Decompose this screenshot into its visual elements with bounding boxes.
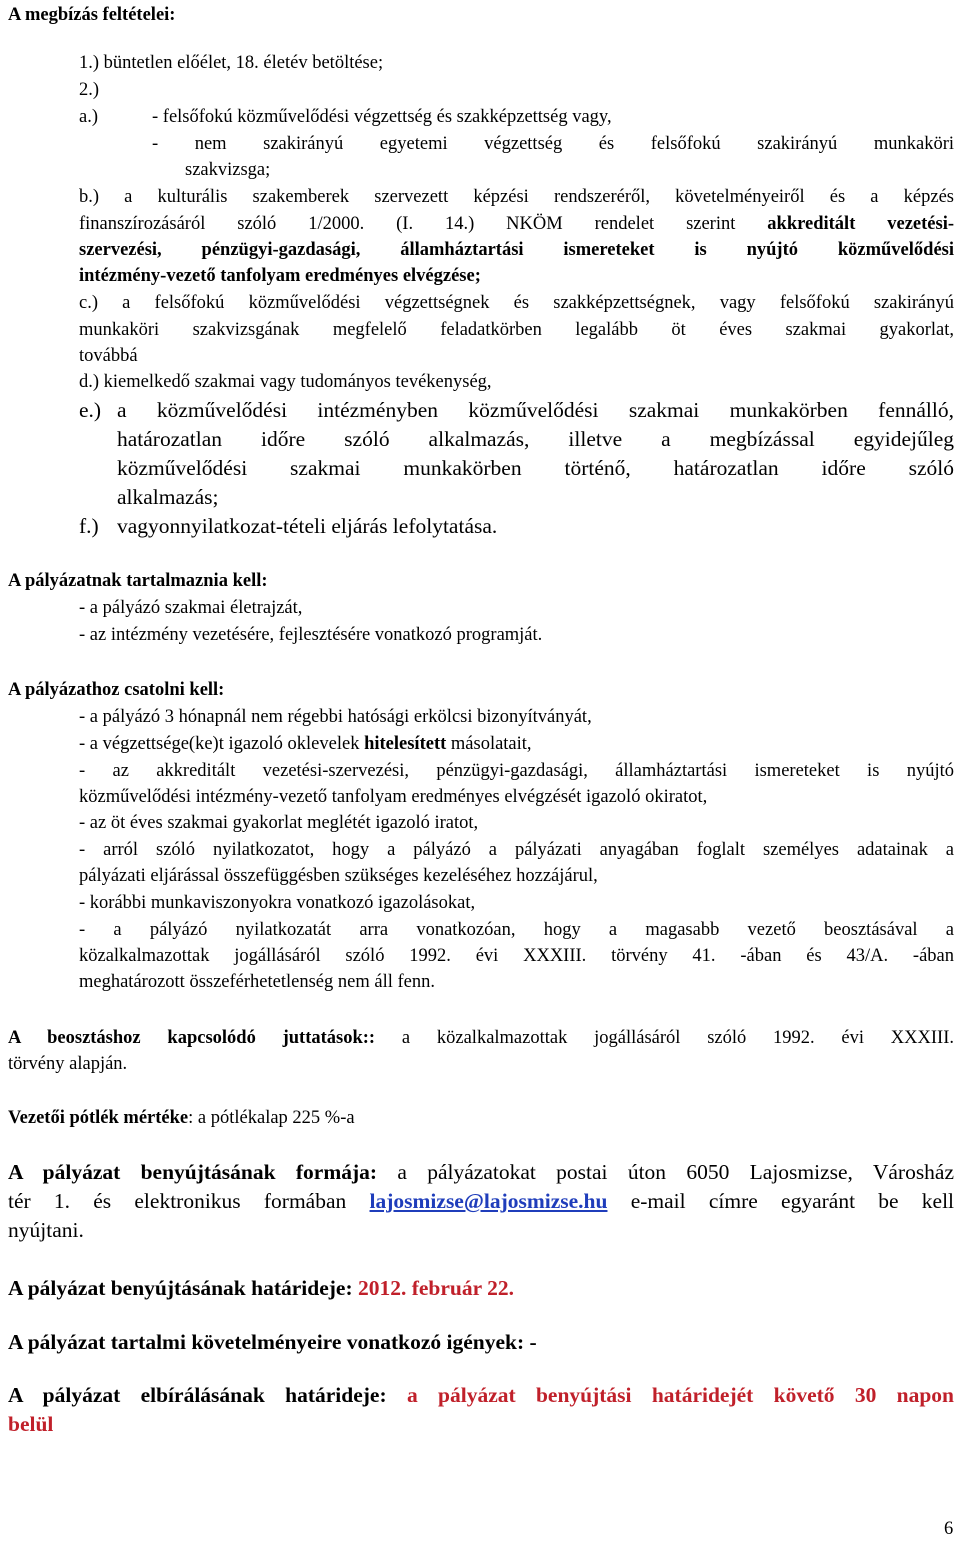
evaluation-label: A pályázat elbírálásának határideje: <box>8 1383 387 1407</box>
benefits-label: A beosztáshoz kapcsolódó juttatások:: <box>8 1028 376 1048</box>
submission-form-text: a pályázatokat postai úton 6050 Lajosmizse, Városház <box>397 1160 955 1184</box>
attachments-line-11: meghatározott összeférhetetlenség nem áll fenn. <box>79 972 435 992</box>
condition-c-line-1: c.) a felsőfokú közművelődési végzettségnek és szakképzettségnek, vagy felsőfokú szakirányú <box>79 293 954 313</box>
attachments-line-2 <box>79 731 532 757</box>
condition-b-line-2 <box>79 211 954 237</box>
condition-item-2: 2.) <box>79 80 100 100</box>
attachments-line-1: - a pályázó 3 hónapnál nem régebbi hatósági erkölcsi bizonyítványát, <box>79 707 592 727</box>
benefits-line-2: törvény alapján. <box>8 1054 128 1074</box>
attachments-line-3: - az akkreditált vezetési-szervezési, pénzügyi-gazdasági, államháztartási ismereteket is nyújtó <box>79 761 954 781</box>
condition-e-label: e.) <box>79 398 102 422</box>
evaluation-line-2: belül <box>8 1412 54 1436</box>
condition-item-1: 1.) büntetlen előélet, 18. életév betöltése; <box>79 53 384 73</box>
condition-d-line-1: d.) kiemelkedő szakmai vagy tudományos tevékenység, <box>79 372 492 392</box>
requirements-value: - <box>529 1330 537 1354</box>
attachments-line-9: - a pályázó nyilatkozatát arra vonatkozóan, hogy a magasabb vezető beosztásával a <box>79 920 954 940</box>
deadline-label: A pályázat benyújtásának határideje: <box>8 1276 353 1300</box>
attachments-line-2-text: - a végzettsége(ke)t igazoló oklevelek <box>79 734 360 754</box>
email-link[interactable]: lajosmizse@lajosmizse.hu <box>369 1189 608 1213</box>
evaluation-value: a pályázat benyújtási határidejét követő 30 napon <box>406 1383 955 1407</box>
condition-f-line-1: vagyonnyilatkozat-tételi eljárás lefolytatása. <box>117 514 498 538</box>
condition-a-label: a.) <box>79 107 98 127</box>
attachments-line-7: pályázati eljárással összefüggésben szükséges kezeléséhez hozzájárul, <box>79 866 598 886</box>
allowance-value: : a pótlékalap 225 %-a <box>188 1108 355 1128</box>
attachments-line-2-bold: hitelesített <box>364 734 447 754</box>
attachments-line-4: közművelődési intézmény-vezető tanfolyam eredményes elvégzését igazoló okiratot, <box>79 787 708 807</box>
condition-b-line-2-text: finanszírozásáról szóló 1/2000. (I. 14.) NKÖM rendelet szerint <box>79 214 736 234</box>
requirements-label: A pályázat tartalmi követelményeire vonatkozó igények: <box>8 1330 525 1354</box>
condition-a-line-1: - felsőfokú közművelődési végzettség és szakképzettség vagy, <box>152 107 612 127</box>
condition-c-line-3: továbbá <box>79 346 138 366</box>
attachments-heading: A pályázathoz csatolni kell: <box>8 680 225 700</box>
condition-b-line-3: szervezési, pénzügyi-gazdasági, államháztartási ismereteket is nyújtó közművelődési <box>79 240 954 260</box>
contents-heading: A pályázatnak tartalmaznia kell: <box>8 571 268 591</box>
submission-form-line-3: nyújtani. <box>8 1218 84 1242</box>
page-number: 6 <box>944 1519 954 1539</box>
condition-e-line-2: határozatlan időre szóló alkalmazás, illetve a megbízással egyidejűleg <box>117 427 954 451</box>
evaluation-line-1 <box>8 1381 954 1410</box>
contents-line-2: - az intézmény vezetésére, fejlesztésére vonatkozó programját. <box>79 625 543 645</box>
benefits-line-1 <box>8 1025 954 1051</box>
attachments-line-8: - korábbi munkaviszonyokra vonatkozó igazolásokat, <box>79 893 476 913</box>
attachments-line-2-end: másolatait, <box>450 734 532 754</box>
benefits-text: a közalkalmazottak jogállásáról szóló 1992. évi XXXIII. <box>401 1028 954 1048</box>
condition-c-line-2: munkaköri szakvizsgának megfelelő feladatkörben legalább öt éves szakmai gyakorlat, <box>79 320 954 340</box>
condition-b-line-4: intézmény-vezető tanfolyam eredményes elvégzése; <box>79 266 481 286</box>
condition-e-line-4: alkalmazás; <box>117 485 219 509</box>
requirements-line <box>8 1328 537 1357</box>
deadline-line <box>8 1274 514 1303</box>
submission-form-text-3: e-mail címre egyaránt be kell <box>630 1189 955 1213</box>
condition-f-label: f.) <box>79 514 99 538</box>
condition-a-line-2: - nem szakirányú egyetemi végzettség és felsőfokú szakirányú munkaköri <box>152 134 954 154</box>
attachments-line-6: - arról szóló nyilatkozatot, hogy a pályázó a pályázati anyagában foglalt személyes adatainak a <box>79 840 954 860</box>
condition-e-line-3: közművelődési szakmai munkakörben történő, határozatlan időre szóló <box>117 456 954 480</box>
attachments-line-5: - az öt éves szakmai gyakorlat meglétét igazoló iratot, <box>79 813 479 833</box>
allowance-line <box>8 1105 355 1131</box>
condition-b-line-2-bold: akkreditált vezetési- <box>767 214 955 234</box>
condition-b-line-1: b.) a kulturális szakemberek szervezett képzési rendszeréről, követelményeiről és a képzés <box>79 187 954 207</box>
conditions-heading: A megbízás feltételei: <box>8 5 176 25</box>
submission-form-label: A pályázat benyújtásának formája: <box>8 1160 378 1184</box>
submission-form-line-2 <box>8 1187 954 1216</box>
allowance-label: Vezetői pótlék mértéke <box>8 1108 189 1128</box>
submission-form-text-2: tér 1. és elektronikus formában <box>8 1189 347 1213</box>
contents-line-1: - a pályázó szakmai életrajzát, <box>79 598 303 618</box>
submission-form-line-1 <box>8 1158 954 1187</box>
condition-e-line-1: a közművelődési intézményben közművelődési szakmai munkakörben fennálló, <box>117 398 954 422</box>
deadline-value: 2012. február 22. <box>357 1276 515 1300</box>
attachments-line-10: közalkalmazottak jogállásáról szóló 1992. évi XXXIII. törvény 41. -ában és 43/A. -ában <box>79 946 954 966</box>
condition-a-line-3: szakvizsga; <box>185 160 271 180</box>
